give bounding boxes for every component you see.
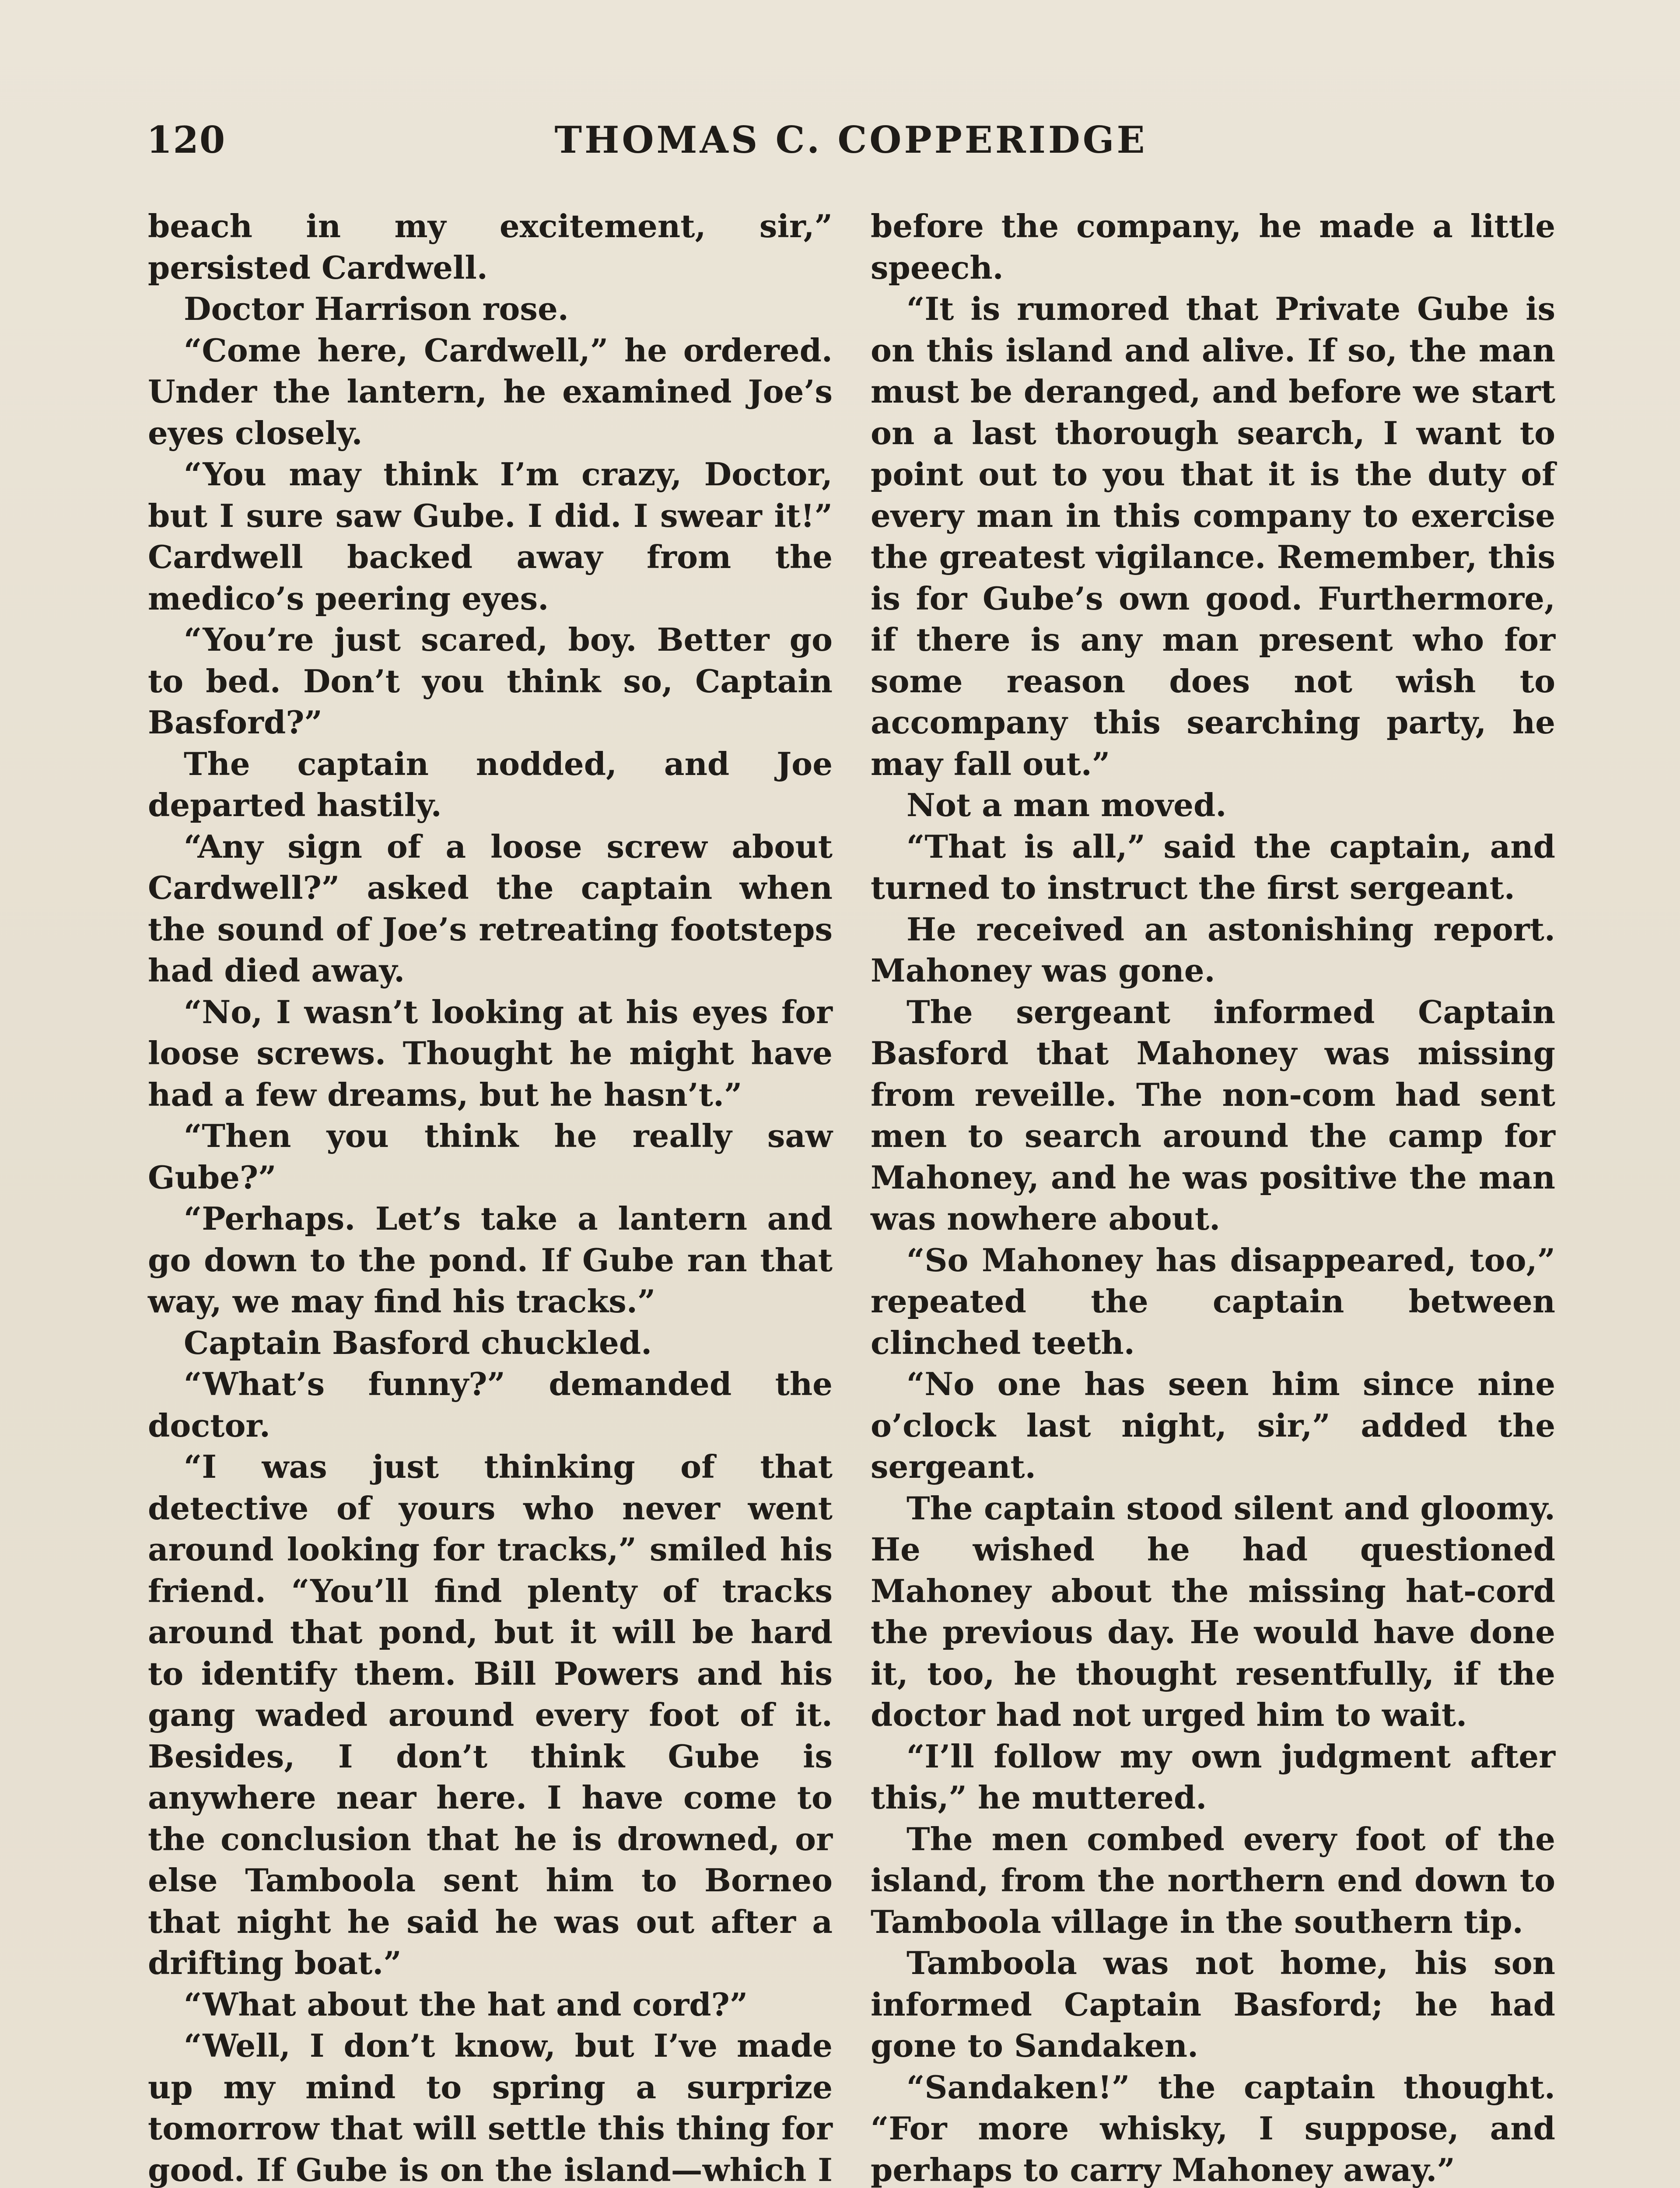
paragraph: “I was just thinking of that detective of yours who never went around looking for tracks,” smiled his friend. “You’ll find plenty of tracks around that pond, but it will be hard to identify them. Bill Powers and his gang waded around every foot of it. Besides, I don’t think Gube is anywhere near here. I have come to the conclusion that he is drowned, or else Tamboola sent him to Borneo that night he said he was out after a drifting boat.” [148, 1448, 833, 1981]
paragraph: “You’re just scared, boy. Better go to bed. Don’t you think so, Captain Basford?” [148, 621, 833, 741]
left-text-column [148, 206, 833, 2188]
paragraph: “You may think I’m crazy, Doctor, but I sure saw Gube. I did. I swear it!” Cardwell backed away from the medico’s peering eyes. [148, 456, 833, 617]
paragraph: Captain Basford chuckled. [184, 1324, 652, 1361]
paragraph: “What’s funny?” demanded the doctor. [148, 1365, 833, 1444]
paragraph: The captain nodded, and Joe departed hastily. [148, 745, 833, 824]
paragraph: “Well, I don’t know, but I’ve made up my mind to spring a surprize tomorrow that will settle this thing for good. If Gube is on the island—which I [148, 2027, 833, 2188]
paragraph: “It is rumored that Private Gube is on this island and alive. If so, the man must be deranged, and before we start on a last thorough search, I want to point out to you that it is the duty of every man in this company to exercise the greatest vigilance. Remember, this is for Gube’s own good. Furthermore, if there is any man present who for some reason does not wish to accompany this searching party, he may fall out.” [871, 290, 1555, 782]
page-header [147, 118, 1555, 171]
paragraph: “Sandaken!” the captain thought. “For more whisky, I suppose, and perhaps to carry Mahoney away.” [871, 2068, 1555, 2188]
paragraph: The captain stood silent and gloomy. He wished he had questioned Mahoney about the missing hat-cord the previous day. He would have done it, too, he thought resentfully, if the doctor had not urged him to wait. [871, 1489, 1555, 1733]
paragraph: “Come here, Cardwell,” he ordered. Under the lantern, he examined Joe’s eyes closely. [148, 331, 833, 452]
right-text-column [871, 206, 1555, 2188]
paragraph: “No, I wasn’t looking at his eyes for loose screws. Thought he might have had a few dreams, but he hasn’t.” [148, 993, 833, 1113]
paragraph: Tamboola was not home, his son informed Captain Basford; he had gone to Sandaken. [871, 1944, 1555, 2064]
paragraph: He received an astonishing report. Mahoney was gone. [871, 910, 1555, 989]
paragraph: The sergeant informed Captain Basford that Mahoney was missing from reveille. The non-com had sent men to search around the camp for Mahoney, and he was positive the man was nowhere about. [871, 993, 1555, 1237]
running-head: THOMAS C. COPPERIDGE [554, 118, 1148, 161]
paragraph: Not a man moved. [906, 786, 1227, 824]
paragraph: before the company, he made a little speech. [871, 207, 1555, 286]
paragraph: beach in my excitement, sir,” persisted Cardwell. [148, 207, 833, 286]
paragraph: “I’ll follow my own judgment after this,” he muttered. [871, 1737, 1555, 1816]
paragraph: Doctor Harrison rose. [184, 290, 569, 327]
paragraph: “What about the hat and cord?” [184, 1985, 748, 2023]
page-number: 120 [147, 118, 226, 161]
paragraph: “Then you think he really saw Gube?” [148, 1117, 833, 1196]
paragraph: “No one has seen him since nine o’clock last night, sir,” added the sergeant. [871, 1365, 1555, 1485]
paragraph: “Perhaps. Let’s take a lantern and go down to the pond. If Gube ran that way, we may find his tracks.” [148, 1200, 833, 1320]
paragraph: “That is all,” said the captain, and turned to instruct the first sergeant. [871, 828, 1555, 906]
paragraph: The men combed every foot of the island, from the northern end down to Tamboola village in the southern tip. [871, 1820, 1555, 1940]
paragraph: “Any sign of a loose screw about Cardwell?” asked the captain when the sound of Joe’s retreating footsteps had died away. [148, 828, 833, 989]
paragraph: “So Mahoney has disappeared, too,” repeated the captain between clinched teeth. [871, 1241, 1555, 1361]
